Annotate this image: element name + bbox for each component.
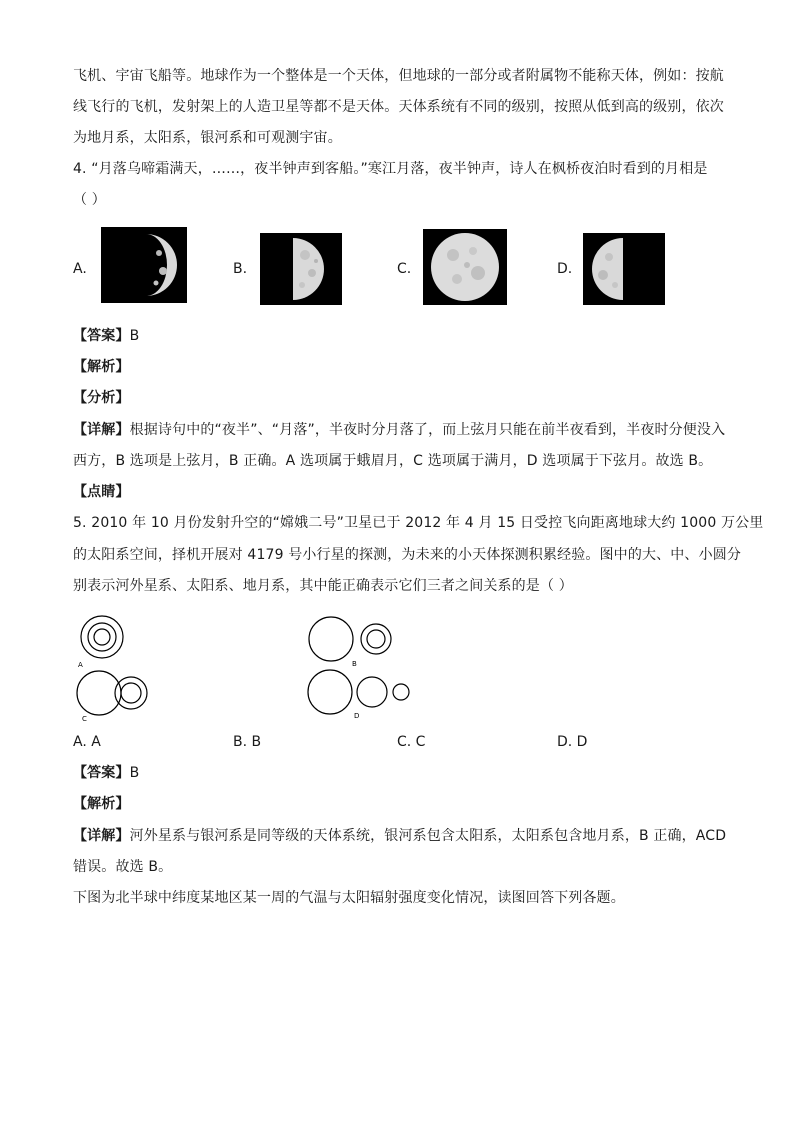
next-question-intro: 下图为北半球中纬度某地区某一周的气温与太阳辐射强度变化情况，读图回答下列各题。 — [73, 890, 625, 906]
q5-option-d: D. D — [557, 734, 588, 750]
q5-answer-value: B — [129, 765, 140, 781]
q5-answer — [73, 763, 139, 783]
q5-option-b: B. B — [233, 734, 262, 750]
q4-stem-line-1: 4. “月落乌啼霜满天，……，夜半钟声到客船。”寒江月落，夜半钟声，诗人在枫桥夜泊时看到的月相是 — [73, 161, 708, 177]
q4-fenxi-label: 【分析】 — [73, 390, 130, 406]
q4-option-c-moon-image — [423, 229, 507, 305]
q5-diagram-b — [305, 614, 395, 670]
q5-diagram-c — [74, 668, 154, 724]
q5-stem-line-1: 5. 2010 年 10 月份发射升空的“嫦娥二号”卫星已于 2012 年 4 月 15 日受控飞向距离地球大约 1000 万公里 — [73, 515, 764, 531]
q4-option-a-moon-image — [101, 227, 187, 303]
q4-comment-label: 【点睛】 — [73, 484, 130, 500]
q4-option-c-letter: C. — [397, 261, 412, 277]
q5-detail-text-1: 河外星系与银河系是同等级的天体系统，银河系包含太阳系，太阳系包含地月系，B 正确，ACD — [129, 828, 727, 844]
q4-option-d-letter: D. — [557, 261, 573, 277]
q4-detail-label: 【详解】 — [73, 422, 130, 438]
intro-line-3: 为地月系，太阳系，银河系和可观测宇宙。 — [73, 130, 342, 146]
q5-diagram-a — [74, 614, 144, 670]
q5-option-c: C. C — [397, 734, 426, 750]
q5-answer-label: 【答案】 — [73, 765, 130, 781]
q5-detail-label: 【详解】 — [73, 828, 130, 844]
q4-option-d-moon-image — [583, 233, 665, 305]
q4-analysis-label: 【解析】 — [73, 359, 130, 375]
q4-answer-label: 【答案】 — [73, 328, 130, 344]
q5-diagram-d-label: D — [354, 712, 360, 720]
q5-stem-line-3: 别表示河外星系、太阳系、地月系，其中能正确表示它们三者之间关系的是（ ） — [73, 578, 573, 594]
q4-answer — [73, 326, 139, 346]
q5-diagram-c-label: C — [82, 715, 87, 723]
q4-stem-line-2: （ ） — [73, 192, 106, 208]
q4-detail-line-2: 西方，B 选项是上弦月，B 正确。A 选项属于蛾眉月，C 选项属于满月，D 选项属于下弦月。故选 B。 — [73, 453, 713, 469]
q4-option-a-letter: A. — [73, 261, 87, 277]
q4-detail-text-1: 根据诗句中的“夜半”、“月落”，半夜时分月落了，而上弦月只能在前半夜看到，半夜时分便没入 — [129, 422, 726, 438]
q5-option-a: A. A — [73, 734, 101, 750]
q5-detail-line-2: 错误。故选 B。 — [73, 859, 173, 875]
q4-detail-line-1 — [73, 420, 725, 440]
q5-detail-line-1 — [73, 826, 726, 846]
q4-option-b-letter: B. — [233, 261, 248, 277]
q4-answer-value: B — [129, 328, 140, 344]
q5-stem-line-2: 的太阳系空间，择机开展对 4179 号小行星的探测，为未来的小天体探测积累经验。图中的大、中、小圆分 — [73, 547, 742, 563]
q5-diagram-d — [305, 668, 415, 724]
intro-line-1: 飞机、宇宙飞船等。地球作为一个整体是一个天体，但地球的一部分或者附属物不能称天体，例如：按航 — [73, 68, 724, 84]
q5-analysis-label: 【解析】 — [73, 796, 130, 812]
q5-diagram-a-label: A — [78, 661, 83, 669]
q5-diagram-b-label: B — [352, 660, 357, 668]
intro-line-2: 线飞行的飞机，发射架上的人造卫星等都不是天体。天体系统有不同的级别，按照从低到高的级别，依次 — [73, 99, 724, 115]
q4-option-b-moon-image — [260, 233, 342, 305]
